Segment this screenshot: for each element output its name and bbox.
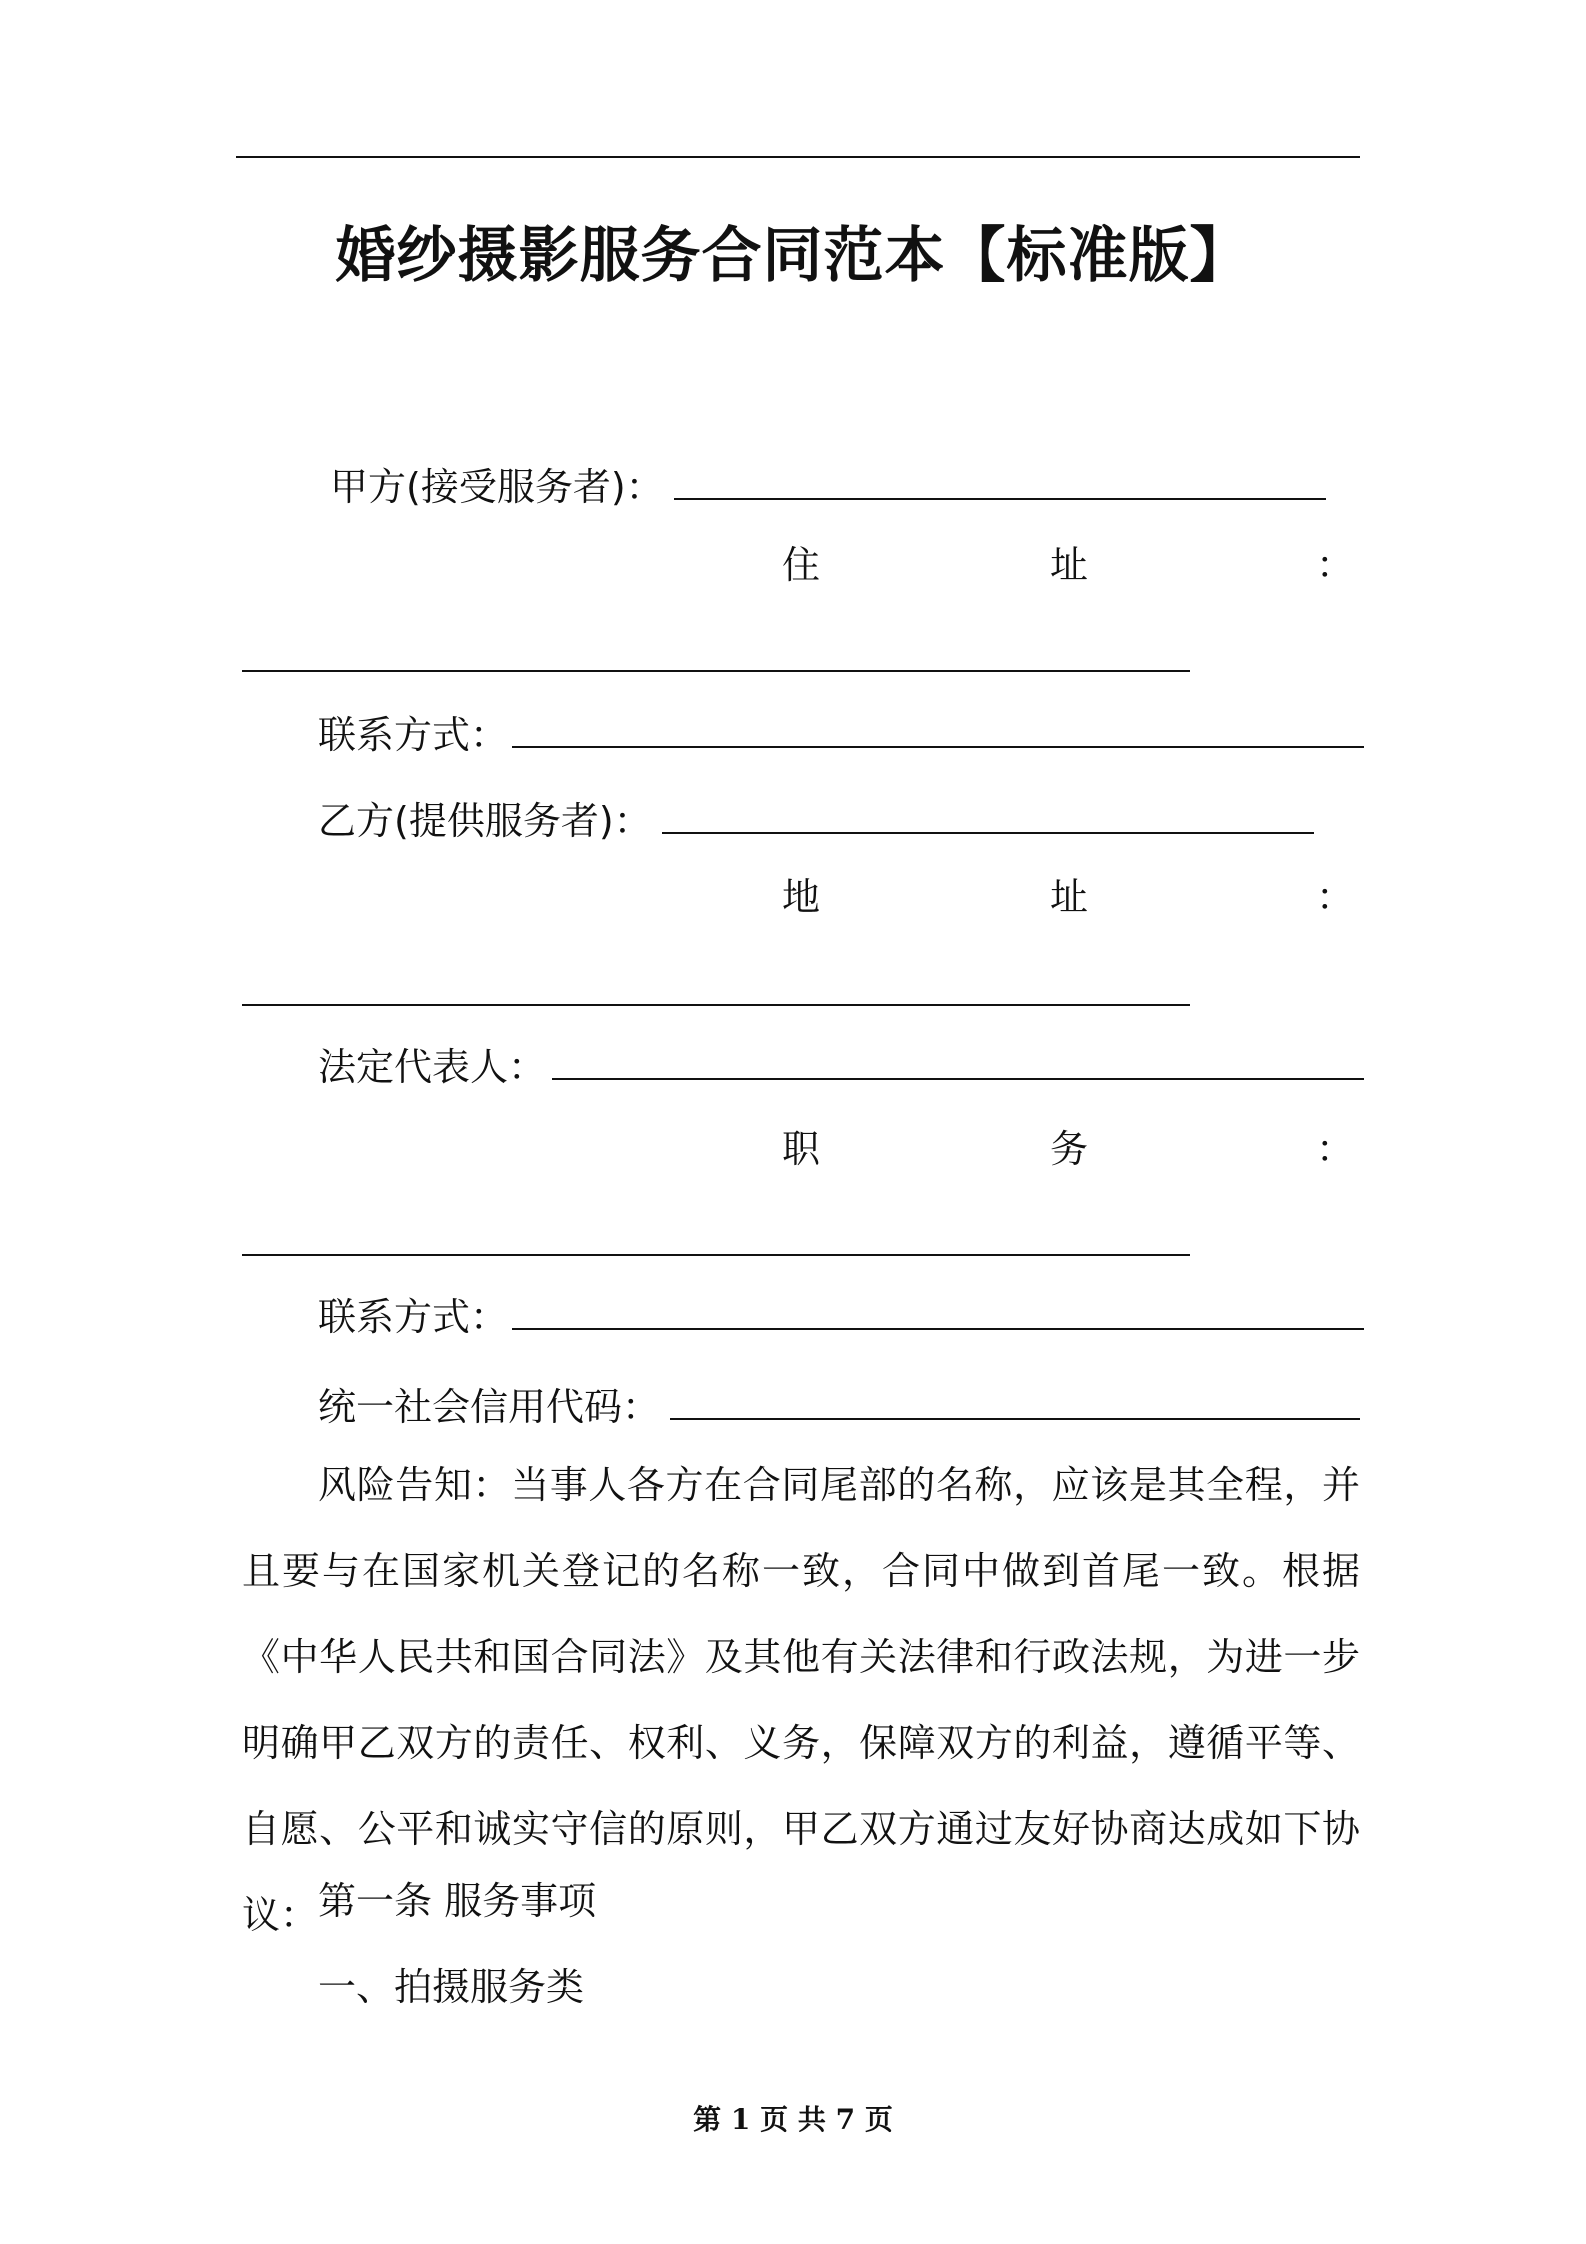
position-char-1: 职	[782, 1127, 821, 1171]
credit-code-blank[interactable]	[670, 1384, 1360, 1420]
party-b-contact-label: 联系方式：	[318, 1295, 509, 1339]
position-colon: ：	[1316, 1127, 1355, 1171]
page-footer: 第 1 页 共 7 页	[693, 2103, 893, 2136]
party-a-blank[interactable]	[674, 464, 1326, 500]
header-rule	[236, 156, 1360, 158]
section-heading: 一、拍摄服务类	[318, 1965, 585, 2009]
party-a-contact-blank[interactable]	[512, 712, 1364, 748]
address-colon: ：	[1316, 875, 1355, 919]
position-char-2: 务	[1050, 1127, 1089, 1171]
document-title: 婚纱摄影服务合同范本【标准版】	[335, 221, 1251, 291]
position-row	[0, 1124, 1586, 1174]
risk-notice-paragraph: 风险告知：当事人各方在合同尾部的名称，应该是其全程，并且要与在国家机关登记的名称一致，合同中做到首尾一致。根据《中华人民共和国合同法》及其他有关法律和行政法规，为进一步明确甲乙双方的责任、权利、义务，保障双方的利益，遵循平等、自愿、公平和诚实守信的原则，甲乙双方通过友好协商达成如下协议：	[242, 1463, 1360, 1937]
address-char-1: 住	[782, 543, 821, 587]
legal-rep-row	[318, 1042, 1364, 1092]
party-a-contact-row	[318, 710, 1364, 760]
article-heading: 第一条 服务事项	[318, 1879, 597, 1923]
party-b-address-blank[interactable]	[242, 1004, 1190, 1006]
address-colon: ：	[1316, 543, 1355, 587]
party-b-contact-row	[318, 1292, 1364, 1342]
party-b-row	[318, 796, 1314, 846]
legal-rep-label: 法定代表人：	[318, 1045, 547, 1089]
legal-rep-blank[interactable]	[552, 1044, 1364, 1080]
party-a-address-row	[0, 540, 1586, 590]
party-a-label: 甲方(接受服务者)：	[330, 465, 664, 509]
credit-code-row	[318, 1382, 1360, 1432]
address-char-2: 址	[1050, 543, 1089, 587]
party-b-label: 乙方(提供服务者)：	[318, 799, 652, 843]
address-char-2: 址	[1050, 875, 1089, 919]
party-a-row	[330, 462, 1326, 512]
position-blank[interactable]	[242, 1254, 1190, 1256]
party-b-contact-blank[interactable]	[512, 1294, 1364, 1330]
address-char-1: 地	[782, 875, 821, 919]
party-b-address-row	[0, 872, 1586, 922]
party-a-contact-label: 联系方式：	[318, 713, 509, 757]
party-b-blank[interactable]	[662, 798, 1314, 834]
credit-code-label: 统一社会信用代码：	[318, 1385, 661, 1429]
party-a-address-blank[interactable]	[242, 670, 1190, 672]
